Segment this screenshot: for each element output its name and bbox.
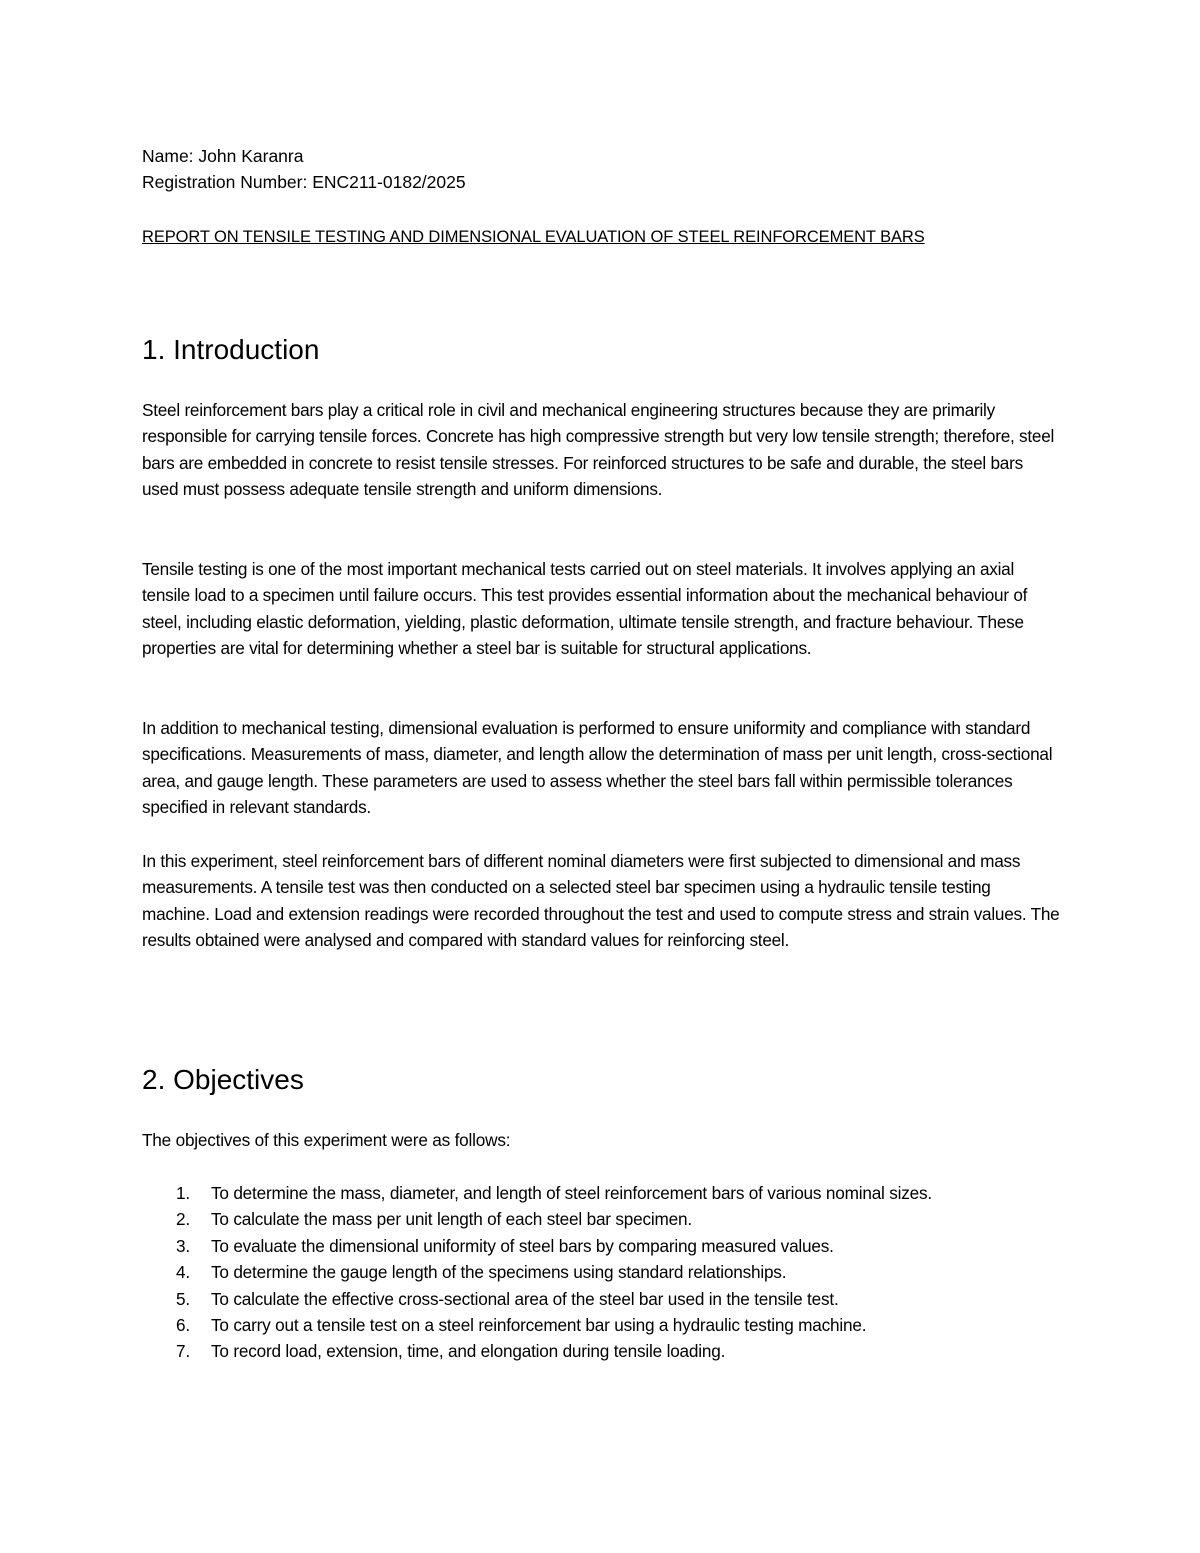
objective-text: To record load, extension, time, and elongation during tensile loading. bbox=[211, 1341, 726, 1362]
objective-number: 3. bbox=[176, 1235, 190, 1256]
registration-number: Registration Number: ENC211-0182/2025 bbox=[142, 172, 466, 192]
objective-number: 7. bbox=[176, 1341, 190, 1362]
introduction-paragraph-4: In this experiment, steel reinforcement bars of different nominal diameters were first subjected to dimensional and mass measurements. A tensile test was then conducted on a selected steel bar specimen using a hydraulic tensile testing machine. Load and extension readings were recorded throughout the test and used to compute stress and strain values. The results obtained were analysed and compared with standard values for reinforcing steel. bbox=[142, 851, 1060, 951]
report-title: REPORT ON TENSILE TESTING AND DIMENSIONAL EVALUATION OF STEEL REINFORCEMENT BARS bbox=[142, 228, 925, 246]
objectives-intro: The objectives of this experiment were as follows: bbox=[142, 1130, 511, 1150]
student-info bbox=[142, 143, 1062, 195]
introduction-heading: 1. Introduction bbox=[142, 334, 320, 365]
introduction-paragraph-1: Steel reinforcement bars play a critical role in civil and mechanical engineering structures because they are primarily responsible for carrying tensile forces. Concrete has high compressive strength but very low tensile strength; therefore, steel bars are embedded in concrete to resist tensile stresses. For reinforced structures to be safe and durable, the steel bars used must possess adequate tensile strength and uniform dimensions. bbox=[142, 400, 1055, 500]
objectives-heading: 2. Objectives bbox=[142, 1064, 304, 1095]
introduction-paragraph-3: In addition to mechanical testing, dimensional evaluation is performed to ensure uniformity and compliance with standard specifications. Measurements of mass, diameter, and length allow the determination of mass per unit length, cross-sectional area, and gauge length. These parameters are used to assess whether the steel bars fall within permissible tolerances specified in relevant standards. bbox=[142, 718, 1053, 818]
objective-item bbox=[142, 1180, 1042, 1206]
introduction-paragraph-2: Tensile testing is one of the most important mechanical tests carried out on steel materials. It involves applying an axial tensile load to a specimen until failure occurs. This test provides essential information about the mechanical behaviour of steel, including elastic deformation, yielding, plastic deformation, ultimate tensile strength, and fracture behaviour. These properties are vital for determining whether a steel bar is suitable for structural applications. bbox=[142, 559, 1028, 659]
objective-item bbox=[142, 1312, 1042, 1338]
student-name: Name: John Karanra bbox=[142, 146, 304, 166]
objective-text: To evaluate the dimensional uniformity of steel bars by comparing measured values. bbox=[211, 1235, 834, 1256]
objective-item bbox=[142, 1206, 1042, 1232]
objective-text: To calculate the mass per unit length of each steel bar specimen. bbox=[211, 1209, 692, 1230]
objective-number: 1. bbox=[176, 1183, 190, 1203]
objective-number: 5. bbox=[176, 1288, 190, 1309]
objective-text: To determine the mass, diameter, and length of steel reinforcement bars of various nominal sizes. bbox=[211, 1183, 932, 1203]
objective-number: 6. bbox=[176, 1315, 190, 1336]
objective-text: To carry out a tensile test on a steel reinforcement bar using a hydraulic testing machine. bbox=[211, 1315, 867, 1336]
objectives-list bbox=[142, 1180, 1042, 1365]
objective-item bbox=[142, 1286, 1042, 1312]
objective-number: 2. bbox=[176, 1209, 190, 1230]
objective-number: 4. bbox=[176, 1262, 190, 1283]
objective-text: To calculate the effective cross-sectional area of the steel bar used in the tensile test. bbox=[211, 1288, 839, 1309]
objective-item bbox=[142, 1233, 1042, 1259]
objective-text: To determine the gauge length of the specimens using standard relationships. bbox=[211, 1262, 787, 1283]
objective-item bbox=[142, 1338, 1042, 1364]
objective-item bbox=[142, 1259, 1042, 1285]
